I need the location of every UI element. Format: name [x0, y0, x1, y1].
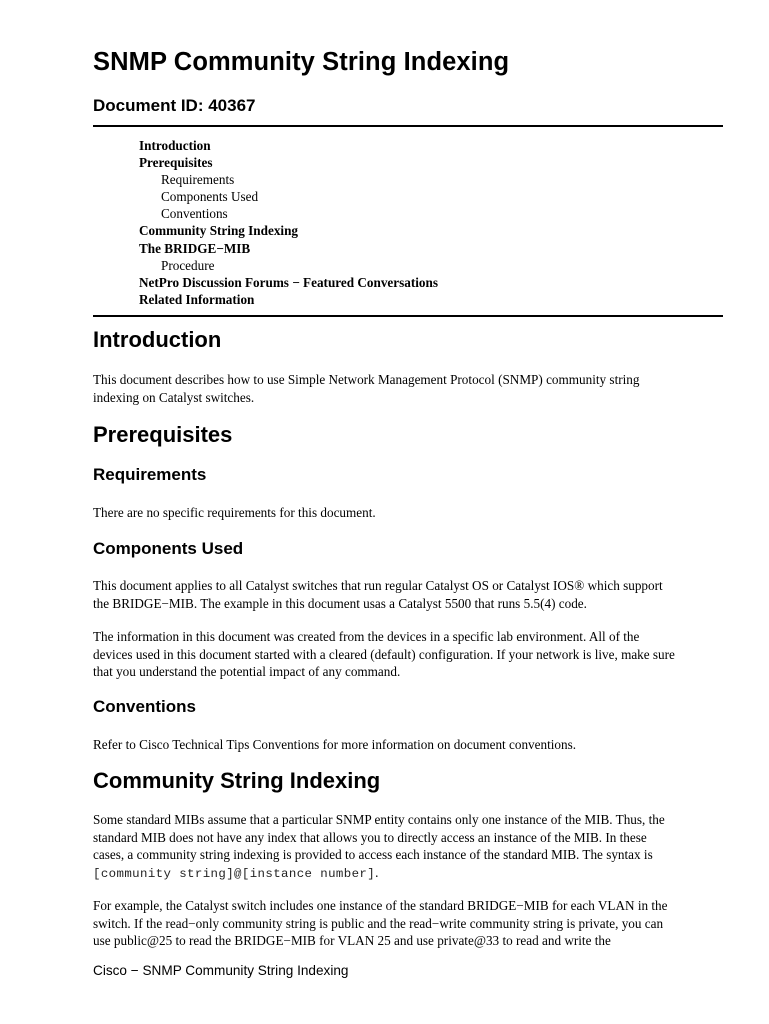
subsection-heading-components-used: Components Used: [93, 539, 244, 558]
toc-link-community-string-indexing[interactable]: Community String Indexing: [139, 223, 299, 239]
text-line: For example, the Catalyst switch includes one instance of the standard BRIDGE−MIB for each VLAN in the: [93, 898, 668, 913]
text-line: [93, 736, 723, 754]
page-footer: Cisco − SNMP Community String Indexing: [93, 963, 349, 978]
divider: [93, 125, 723, 127]
toc-link-introduction[interactable]: Introduction: [139, 138, 211, 153]
section-heading-prerequisites: Prerequisites: [93, 422, 233, 447]
text-line: the BRIDGE−MIB. The example in this document usas a Catalyst 5500 that runs 5.5(4) code.: [93, 595, 587, 611]
toc-link-netpro-forums[interactable]: NetPro Discussion Forums − Featured Conversations: [139, 274, 438, 290]
text-line: that you understand the potential impact of any command.: [93, 664, 401, 680]
indexing-paragraph-1: [93, 811, 723, 883]
subsection-heading-conventions: Conventions: [93, 697, 196, 716]
toc-link-conventions[interactable]: Conventions: [161, 206, 228, 222]
text-line: [93, 864, 723, 884]
section-heading-community-string-indexing: Community String Indexing: [93, 768, 381, 793]
text-line: cases, a community string indexing is provided to access each instance of the standard MIB. The syntax is: [93, 847, 653, 863]
table-of-contents: [139, 137, 438, 308]
text-line: indexing on Catalyst switches.: [93, 389, 255, 405]
text-line: This document describes how to use Simple Network Management Protocol (SNMP) community string: [93, 372, 640, 387]
toc-link-components-used[interactable]: Components Used: [161, 189, 259, 205]
text-line: switch. If the read−only community string is public and the read−write community string is private, you can: [93, 915, 664, 931]
requirements-paragraph: [93, 504, 723, 522]
text-line: Some standard MIBs assume that a particular SNMP entity contains only one instance of the MIB. Thus, the: [93, 812, 665, 827]
indexing-paragraph-2: [93, 897, 723, 950]
conventions-link[interactable]: Cisco Technical Tips Conventions: [139, 737, 320, 752]
text-line: This document applies to all Catalyst switches that run regular Catalyst OS or Catalyst IOS® which support: [93, 578, 663, 593]
divider: [93, 315, 723, 317]
section-heading-introduction: Introduction: [93, 327, 222, 352]
components-paragraph-1: [93, 577, 723, 612]
text-span: Refer to: [93, 737, 140, 752]
introduction-paragraph: [93, 371, 723, 406]
components-paragraph-2: [93, 628, 723, 681]
text-line: There are no specific requirements for this document.: [93, 505, 376, 520]
toc-link-related-information[interactable]: Related Information: [139, 291, 255, 307]
toc-link-prerequisites[interactable]: Prerequisites: [139, 155, 213, 171]
document-id: Document ID: 40367: [93, 96, 256, 115]
text-span: .: [375, 864, 379, 880]
text-span: for more information on document conventions.: [319, 737, 577, 752]
toc-link-requirements[interactable]: Requirements: [161, 172, 235, 188]
subsection-heading-requirements: Requirements: [93, 465, 207, 484]
conventions-paragraph: [93, 736, 723, 754]
syntax-code: [community string]@[instance number]: [93, 866, 376, 881]
text-line: use public@25 to read the BRIDGE−MIB for VLAN 25 and use private@33 to read and write the: [93, 933, 611, 949]
page-title: SNMP Community String Indexing: [93, 48, 510, 76]
text-line: The information in this document was created from the devices in a specific lab environment. All of the: [93, 629, 640, 644]
toc-link-bridge-mib[interactable]: The BRIDGE−MIB: [139, 240, 251, 256]
text-line: devices used in this document started with a cleared (default) configuration. If your network is live, make sure: [93, 646, 675, 662]
text-line: standard MIB does not have any index that allows you to directly access an instance of the MIB. In these: [93, 829, 647, 845]
toc-link-procedure[interactable]: Procedure: [161, 257, 215, 273]
